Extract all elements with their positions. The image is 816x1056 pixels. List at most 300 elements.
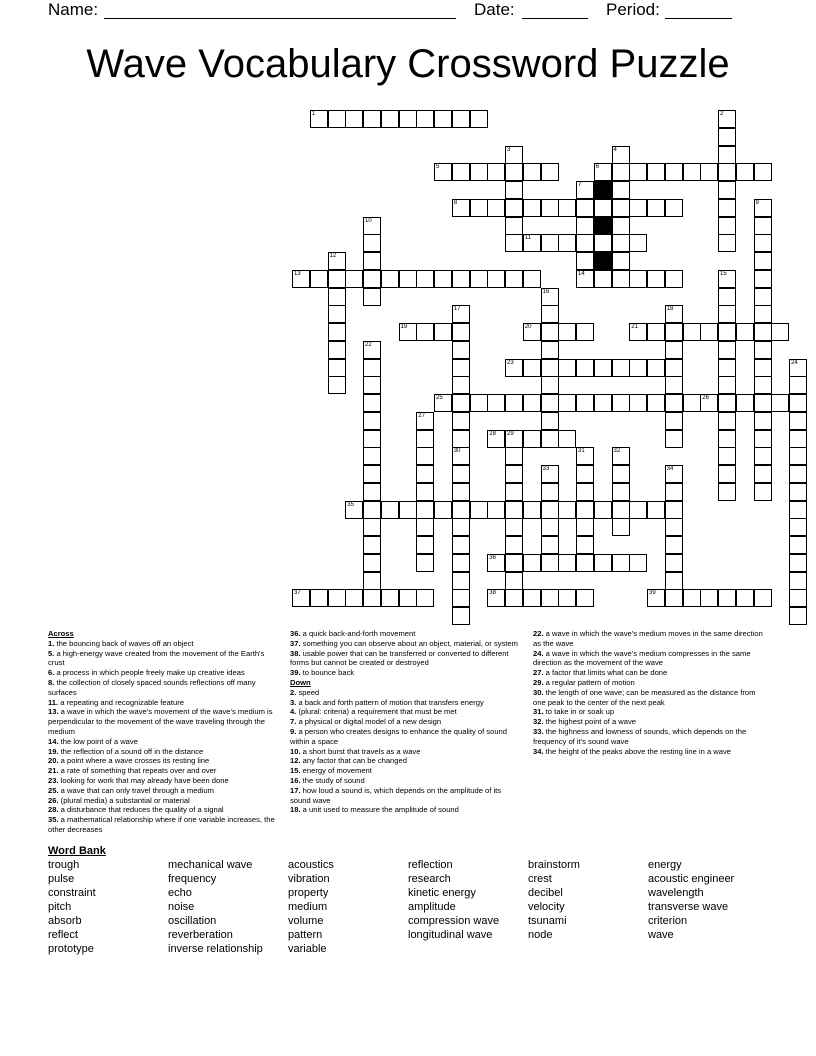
crossword-cell[interactable]	[665, 394, 683, 412]
crossword-cell[interactable]	[576, 252, 594, 270]
crossword-cell[interactable]	[700, 394, 718, 412]
crossword-cell[interactable]	[789, 465, 807, 483]
crossword-cell[interactable]	[683, 163, 701, 181]
crossword-cell[interactable]	[718, 163, 736, 181]
crossword-cell[interactable]	[434, 163, 452, 181]
crossword-cell[interactable]	[576, 181, 594, 199]
crossword-cell[interactable]	[612, 270, 630, 288]
crossword-cell[interactable]	[363, 447, 381, 465]
crossword-cell[interactable]	[541, 554, 559, 572]
crossword-cell[interactable]	[718, 430, 736, 448]
crossword-cell[interactable]	[612, 501, 630, 519]
crossword-cell[interactable]	[647, 270, 665, 288]
crossword-cell[interactable]	[576, 518, 594, 536]
crossword-cell[interactable]	[629, 359, 647, 377]
crossword-cell[interactable]	[416, 447, 434, 465]
crossword-cell[interactable]	[416, 589, 434, 607]
crossword-cell[interactable]	[399, 501, 417, 519]
crossword-cell[interactable]	[470, 199, 488, 217]
crossword-cell[interactable]	[754, 234, 772, 252]
crossword-cell[interactable]	[541, 430, 559, 448]
crossword-cell[interactable]	[505, 270, 523, 288]
crossword-cell[interactable]	[505, 163, 523, 181]
crossword-cell[interactable]	[328, 305, 346, 323]
crossword-cell[interactable]	[416, 536, 434, 554]
crossword-cell[interactable]	[363, 252, 381, 270]
crossword-cell[interactable]	[665, 270, 683, 288]
crossword-cell[interactable]	[505, 234, 523, 252]
crossword-cell[interactable]	[452, 323, 470, 341]
crossword-cell[interactable]	[363, 110, 381, 128]
crossword-cell[interactable]	[754, 252, 772, 270]
crossword-cell[interactable]	[363, 359, 381, 377]
crossword-cell[interactable]	[487, 270, 505, 288]
crossword-cell[interactable]	[363, 412, 381, 430]
crossword-cell[interactable]	[452, 465, 470, 483]
crossword-cell[interactable]	[345, 501, 363, 519]
crossword-cell[interactable]	[363, 288, 381, 306]
crossword-cell[interactable]	[718, 199, 736, 217]
crossword-cell[interactable]	[328, 341, 346, 359]
crossword-cell[interactable]	[718, 234, 736, 252]
crossword-cell[interactable]	[363, 518, 381, 536]
crossword-cell[interactable]	[399, 589, 417, 607]
crossword-cell[interactable]	[523, 359, 541, 377]
crossword-cell[interactable]	[612, 394, 630, 412]
crossword-cell[interactable]	[487, 554, 505, 572]
crossword-cell[interactable]	[576, 554, 594, 572]
crossword-cell[interactable]	[328, 110, 346, 128]
crossword-cell[interactable]	[647, 199, 665, 217]
crossword-cell[interactable]	[754, 341, 772, 359]
crossword-cell[interactable]	[381, 110, 399, 128]
crossword-cell[interactable]	[665, 305, 683, 323]
crossword-cell[interactable]	[363, 394, 381, 412]
crossword-cell[interactable]	[718, 376, 736, 394]
crossword-cell[interactable]	[310, 270, 328, 288]
crossword-cell[interactable]	[629, 270, 647, 288]
crossword-cell[interactable]	[399, 270, 417, 288]
crossword-cell[interactable]	[576, 501, 594, 519]
crossword-cell[interactable]	[558, 430, 576, 448]
crossword-cell[interactable]	[416, 518, 434, 536]
crossword-cell[interactable]	[612, 217, 630, 235]
crossword-cell[interactable]	[718, 288, 736, 306]
crossword-cell[interactable]	[558, 589, 576, 607]
crossword-cell[interactable]	[381, 589, 399, 607]
crossword-cell[interactable]	[594, 163, 612, 181]
crossword-cell[interactable]	[541, 536, 559, 554]
crossword-cell[interactable]	[665, 376, 683, 394]
crossword-cell[interactable]	[470, 501, 488, 519]
crossword-cell[interactable]	[665, 501, 683, 519]
crossword-cell[interactable]	[434, 501, 452, 519]
crossword-cell[interactable]	[505, 146, 523, 164]
crossword-cell[interactable]	[328, 270, 346, 288]
crossword-cell[interactable]	[399, 110, 417, 128]
crossword-cell[interactable]	[718, 181, 736, 199]
crossword-cell[interactable]	[736, 394, 754, 412]
crossword-cell[interactable]	[771, 323, 789, 341]
crossword-cell[interactable]	[470, 163, 488, 181]
crossword-cell[interactable]	[452, 270, 470, 288]
crossword-cell[interactable]	[576, 199, 594, 217]
crossword-cell[interactable]	[665, 554, 683, 572]
crossword-cell[interactable]	[363, 572, 381, 590]
crossword-cell[interactable]	[452, 518, 470, 536]
crossword-cell[interactable]	[487, 430, 505, 448]
crossword-cell[interactable]	[452, 554, 470, 572]
crossword-cell[interactable]	[363, 465, 381, 483]
crossword-cell[interactable]	[718, 341, 736, 359]
crossword-cell[interactable]	[363, 501, 381, 519]
crossword-cell[interactable]	[612, 181, 630, 199]
crossword-cell[interactable]	[754, 430, 772, 448]
crossword-cell[interactable]	[718, 394, 736, 412]
crossword-cell[interactable]	[576, 465, 594, 483]
crossword-cell[interactable]	[541, 359, 559, 377]
crossword-cell[interactable]	[789, 376, 807, 394]
crossword-cell[interactable]	[399, 323, 417, 341]
crossword-cell[interactable]	[629, 199, 647, 217]
crossword-cell[interactable]	[683, 394, 701, 412]
crossword-cell[interactable]	[328, 323, 346, 341]
crossword-cell[interactable]	[416, 501, 434, 519]
crossword-cell[interactable]	[754, 305, 772, 323]
crossword-cell[interactable]	[629, 234, 647, 252]
crossword-cell[interactable]	[523, 394, 541, 412]
crossword-cell[interactable]	[629, 394, 647, 412]
crossword-cell[interactable]	[381, 270, 399, 288]
crossword-cell[interactable]	[718, 412, 736, 430]
crossword-cell[interactable]	[363, 483, 381, 501]
crossword-cell[interactable]	[594, 394, 612, 412]
crossword-cell[interactable]	[576, 483, 594, 501]
crossword-cell[interactable]	[665, 572, 683, 590]
crossword-cell[interactable]	[558, 394, 576, 412]
crossword-cell[interactable]	[612, 146, 630, 164]
crossword-cell[interactable]	[345, 110, 363, 128]
crossword-cell[interactable]	[434, 270, 452, 288]
crossword-cell[interactable]	[470, 110, 488, 128]
crossword-cell[interactable]	[452, 376, 470, 394]
crossword-cell[interactable]	[665, 163, 683, 181]
crossword-cell[interactable]	[612, 465, 630, 483]
crossword-cell[interactable]	[363, 536, 381, 554]
crossword-cell[interactable]	[718, 589, 736, 607]
crossword-cell[interactable]	[718, 359, 736, 377]
crossword-cell[interactable]	[541, 323, 559, 341]
crossword-cell[interactable]	[754, 288, 772, 306]
crossword-cell[interactable]	[541, 465, 559, 483]
crossword-cell[interactable]	[470, 270, 488, 288]
crossword-cell[interactable]	[328, 376, 346, 394]
crossword-cell[interactable]	[789, 554, 807, 572]
crossword-cell[interactable]	[754, 394, 772, 412]
crossword-cell[interactable]	[629, 323, 647, 341]
crossword-cell[interactable]	[612, 199, 630, 217]
crossword-cell[interactable]	[754, 589, 772, 607]
crossword-cell[interactable]	[576, 234, 594, 252]
crossword-cell[interactable]	[718, 305, 736, 323]
crossword-cell[interactable]	[789, 589, 807, 607]
crossword-cell[interactable]	[665, 518, 683, 536]
crossword-cell[interactable]	[416, 554, 434, 572]
crossword-cell[interactable]	[541, 394, 559, 412]
crossword-cell[interactable]	[629, 501, 647, 519]
crossword-cell[interactable]	[789, 412, 807, 430]
crossword-cell[interactable]	[452, 501, 470, 519]
crossword-cell[interactable]	[718, 128, 736, 146]
crossword-cell[interactable]	[754, 376, 772, 394]
crossword-cell[interactable]	[718, 217, 736, 235]
crossword-cell[interactable]	[434, 323, 452, 341]
crossword-cell[interactable]	[683, 323, 701, 341]
crossword-cell[interactable]	[736, 589, 754, 607]
crossword-cell[interactable]	[523, 199, 541, 217]
crossword-cell[interactable]	[310, 110, 328, 128]
crossword-cell[interactable]	[718, 146, 736, 164]
crossword-cell[interactable]	[416, 465, 434, 483]
crossword-cell[interactable]	[505, 465, 523, 483]
crossword-cell[interactable]	[558, 359, 576, 377]
crossword-cell[interactable]	[665, 359, 683, 377]
crossword-cell[interactable]	[665, 589, 683, 607]
crossword-cell[interactable]	[612, 554, 630, 572]
crossword-cell[interactable]	[452, 341, 470, 359]
crossword-cell[interactable]	[363, 376, 381, 394]
crossword-cell[interactable]	[612, 518, 630, 536]
crossword-cell[interactable]	[363, 341, 381, 359]
crossword-cell[interactable]	[647, 323, 665, 341]
crossword-cell[interactable]	[647, 589, 665, 607]
crossword-cell[interactable]	[665, 536, 683, 554]
crossword-cell[interactable]	[452, 572, 470, 590]
crossword-cell[interactable]	[292, 270, 310, 288]
crossword-cell[interactable]	[558, 199, 576, 217]
crossword-cell[interactable]	[789, 359, 807, 377]
crossword-cell[interactable]	[541, 589, 559, 607]
crossword-cell[interactable]	[576, 394, 594, 412]
crossword-cell[interactable]	[789, 430, 807, 448]
crossword-cell[interactable]	[789, 518, 807, 536]
crossword-cell[interactable]	[310, 589, 328, 607]
crossword-cell[interactable]	[718, 270, 736, 288]
crossword-cell[interactable]	[594, 359, 612, 377]
crossword-cell[interactable]	[416, 323, 434, 341]
crossword-cell[interactable]	[612, 483, 630, 501]
crossword-cell[interactable]	[754, 217, 772, 235]
crossword-cell[interactable]	[754, 483, 772, 501]
crossword-cell[interactable]	[665, 465, 683, 483]
crossword-cell[interactable]	[541, 376, 559, 394]
crossword-cell[interactable]	[505, 430, 523, 448]
crossword-cell[interactable]	[505, 536, 523, 554]
crossword-cell[interactable]	[505, 181, 523, 199]
crossword-cell[interactable]	[452, 305, 470, 323]
crossword-cell[interactable]	[665, 412, 683, 430]
crossword-cell[interactable]	[718, 323, 736, 341]
crossword-cell[interactable]	[505, 394, 523, 412]
crossword-cell[interactable]	[612, 359, 630, 377]
crossword-cell[interactable]	[328, 359, 346, 377]
crossword-cell[interactable]	[487, 163, 505, 181]
crossword-cell[interactable]	[754, 199, 772, 217]
crossword-cell[interactable]	[452, 110, 470, 128]
crossword-cell[interactable]	[754, 359, 772, 377]
crossword-cell[interactable]	[452, 163, 470, 181]
crossword-cell[interactable]	[452, 412, 470, 430]
crossword-cell[interactable]	[754, 412, 772, 430]
crossword-cell[interactable]	[523, 430, 541, 448]
crossword-cell[interactable]	[594, 199, 612, 217]
crossword-cell[interactable]	[594, 270, 612, 288]
crossword-cell[interactable]	[363, 234, 381, 252]
crossword-cell[interactable]	[612, 163, 630, 181]
crossword-cell[interactable]	[434, 394, 452, 412]
crossword-cell[interactable]	[541, 288, 559, 306]
crossword-cell[interactable]	[700, 589, 718, 607]
crossword-cell[interactable]	[452, 447, 470, 465]
crossword-cell[interactable]	[541, 501, 559, 519]
crossword-cell[interactable]	[487, 394, 505, 412]
crossword-cell[interactable]	[665, 323, 683, 341]
crossword-cell[interactable]	[700, 323, 718, 341]
crossword-cell[interactable]	[541, 234, 559, 252]
crossword-cell[interactable]	[754, 270, 772, 288]
crossword-cell[interactable]	[416, 483, 434, 501]
crossword-cell[interactable]	[754, 323, 772, 341]
crossword-cell[interactable]	[505, 359, 523, 377]
crossword-cell[interactable]	[541, 483, 559, 501]
crossword-cell[interactable]	[363, 554, 381, 572]
crossword-cell[interactable]	[523, 323, 541, 341]
crossword-cell[interactable]	[665, 341, 683, 359]
crossword-cell[interactable]	[647, 501, 665, 519]
crossword-cell[interactable]	[345, 270, 363, 288]
crossword-cell[interactable]	[416, 270, 434, 288]
crossword-cell[interactable]	[700, 163, 718, 181]
crossword-cell[interactable]	[789, 536, 807, 554]
crossword-cell[interactable]	[452, 394, 470, 412]
crossword-cell[interactable]	[558, 554, 576, 572]
crossword-cell[interactable]	[718, 465, 736, 483]
crossword-cell[interactable]	[487, 501, 505, 519]
crossword-cell[interactable]	[505, 217, 523, 235]
crossword-cell[interactable]	[452, 430, 470, 448]
crossword-cell[interactable]	[718, 110, 736, 128]
crossword-cell[interactable]	[576, 270, 594, 288]
crossword-cell[interactable]	[665, 430, 683, 448]
crossword-cell[interactable]	[523, 589, 541, 607]
crossword-cell[interactable]	[665, 483, 683, 501]
crossword-cell[interactable]	[612, 252, 630, 270]
crossword-cell[interactable]	[328, 252, 346, 270]
crossword-cell[interactable]	[558, 501, 576, 519]
crossword-cell[interactable]	[576, 589, 594, 607]
crossword-cell[interactable]	[505, 589, 523, 607]
crossword-cell[interactable]	[718, 483, 736, 501]
crossword-cell[interactable]	[292, 589, 310, 607]
crossword-cell[interactable]	[736, 323, 754, 341]
crossword-cell[interactable]	[470, 394, 488, 412]
crossword-cell[interactable]	[416, 110, 434, 128]
crossword-cell[interactable]	[629, 163, 647, 181]
crossword-cell[interactable]	[629, 554, 647, 572]
crossword-cell[interactable]	[505, 199, 523, 217]
crossword-cell[interactable]	[434, 110, 452, 128]
crossword-cell[interactable]	[452, 589, 470, 607]
crossword-cell[interactable]	[452, 536, 470, 554]
crossword-cell[interactable]	[594, 501, 612, 519]
crossword-cell[interactable]	[771, 394, 789, 412]
crossword-cell[interactable]	[381, 501, 399, 519]
crossword-cell[interactable]	[576, 359, 594, 377]
crossword-cell[interactable]	[612, 447, 630, 465]
crossword-cell[interactable]	[594, 234, 612, 252]
crossword-cell[interactable]	[558, 323, 576, 341]
crossword-cell[interactable]	[576, 447, 594, 465]
crossword-cell[interactable]	[363, 217, 381, 235]
crossword-cell[interactable]	[452, 607, 470, 625]
crossword-cell[interactable]	[363, 430, 381, 448]
crossword-cell[interactable]	[505, 554, 523, 572]
crossword-cell[interactable]	[594, 554, 612, 572]
crossword-cell[interactable]	[363, 270, 381, 288]
crossword-cell[interactable]	[647, 359, 665, 377]
crossword-cell[interactable]	[558, 234, 576, 252]
crossword-cell[interactable]	[541, 341, 559, 359]
crossword-cell[interactable]	[576, 323, 594, 341]
crossword-cell[interactable]	[789, 572, 807, 590]
crossword-cell[interactable]	[789, 501, 807, 519]
crossword-cell[interactable]	[416, 430, 434, 448]
crossword-cell[interactable]	[363, 589, 381, 607]
crossword-cell[interactable]	[452, 199, 470, 217]
crossword-cell[interactable]	[523, 501, 541, 519]
crossword-cell[interactable]	[505, 518, 523, 536]
crossword-cell[interactable]	[647, 394, 665, 412]
crossword-cell[interactable]	[541, 305, 559, 323]
crossword-cell[interactable]	[576, 536, 594, 554]
crossword-cell[interactable]	[754, 465, 772, 483]
crossword-cell[interactable]	[789, 607, 807, 625]
crossword-cell[interactable]	[523, 163, 541, 181]
crossword-cell[interactable]	[541, 518, 559, 536]
crossword-cell[interactable]	[541, 163, 559, 181]
crossword-cell[interactable]	[665, 199, 683, 217]
crossword-cell[interactable]	[612, 234, 630, 252]
crossword-cell[interactable]	[505, 447, 523, 465]
crossword-cell[interactable]	[523, 234, 541, 252]
crossword-cell[interactable]	[487, 199, 505, 217]
crossword-cell[interactable]	[505, 572, 523, 590]
crossword-cell[interactable]	[505, 501, 523, 519]
crossword-cell[interactable]	[452, 483, 470, 501]
crossword-cell[interactable]	[328, 288, 346, 306]
crossword-cell[interactable]	[523, 270, 541, 288]
crossword-cell[interactable]	[736, 163, 754, 181]
crossword-cell[interactable]	[541, 412, 559, 430]
crossword-cell[interactable]	[754, 447, 772, 465]
crossword-cell[interactable]	[754, 163, 772, 181]
crossword-cell[interactable]	[647, 163, 665, 181]
crossword-cell[interactable]	[416, 412, 434, 430]
crossword-cell[interactable]	[683, 589, 701, 607]
crossword-cell[interactable]	[789, 483, 807, 501]
crossword-cell[interactable]	[789, 447, 807, 465]
crossword-cell[interactable]	[505, 483, 523, 501]
